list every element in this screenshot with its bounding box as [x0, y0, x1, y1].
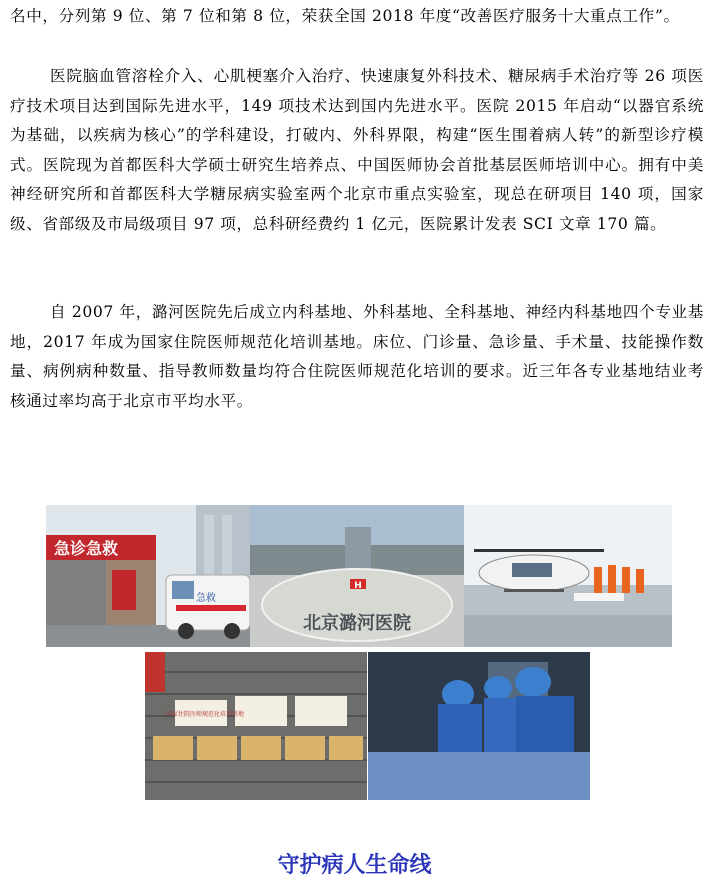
helipad-mark: H [354, 581, 362, 591]
photo-surgical-team [368, 652, 590, 800]
photo-plaques-wall [145, 652, 367, 800]
plaque-text: 国家住院医师规范化培训基地 [165, 711, 245, 718]
helipad-text: 北京潞河医院 [303, 613, 411, 634]
photo-rooftop-helipad [250, 505, 464, 647]
photo-helicopter-crew [464, 505, 672, 647]
paragraph-medical-technology: 医院脑血管溶栓介入、心肌梗塞介入治疗、快速康复外科技术、糖尿病手术治疗等 26 项医疗技术项目达到国际先进水平，149 项技术达到国内先进水平。医院 2015 年启动“以器官系统为基础，以疾病为核心”的学科建设，打破内、外科界限，构建“医生围着病人转”的新型诊疗模式。医院现为首都医科大学硕士研究生培养点、中国医师协会首批基层医师培训中心。拥有中美神经研究所和首都医科大学糖尿病实验室两个北京市重点实验室，现总在研项目 140 项，国家级、省部级及市局级项目 97 项，总科研经费约 1 亿元，医院累计发表 SCI 文章 170 篇。 [10, 67, 704, 233]
photo-emergency-ambulance [46, 505, 250, 647]
ambulance-text: 急救 [196, 593, 216, 604]
paragraph-intro-continuation: 名中，分列第 9 位、第 7 位和第 8 位，荣获全国 2018 年度“改善医疗服务十大重点工作”。 [10, 7, 680, 25]
photo-caption: 守护病人生命线 [277, 853, 432, 878]
paragraph-training-base: 自 2007 年，潞河医院先后成立内科基地、外科基地、全科基地、神经内科基地四个专业基地，2017 年成为国家住院医师规范化培训基地。床位、门诊量、急诊量、手术量、技能操作数量、病例病种数量、指导教师数量均符合住院医师规范化培训的要求。近三年各专业基地结业考核通过率均高于北京市平均水平。 [10, 303, 704, 410]
emergency-sign-text: 急诊急救 [54, 539, 119, 558]
